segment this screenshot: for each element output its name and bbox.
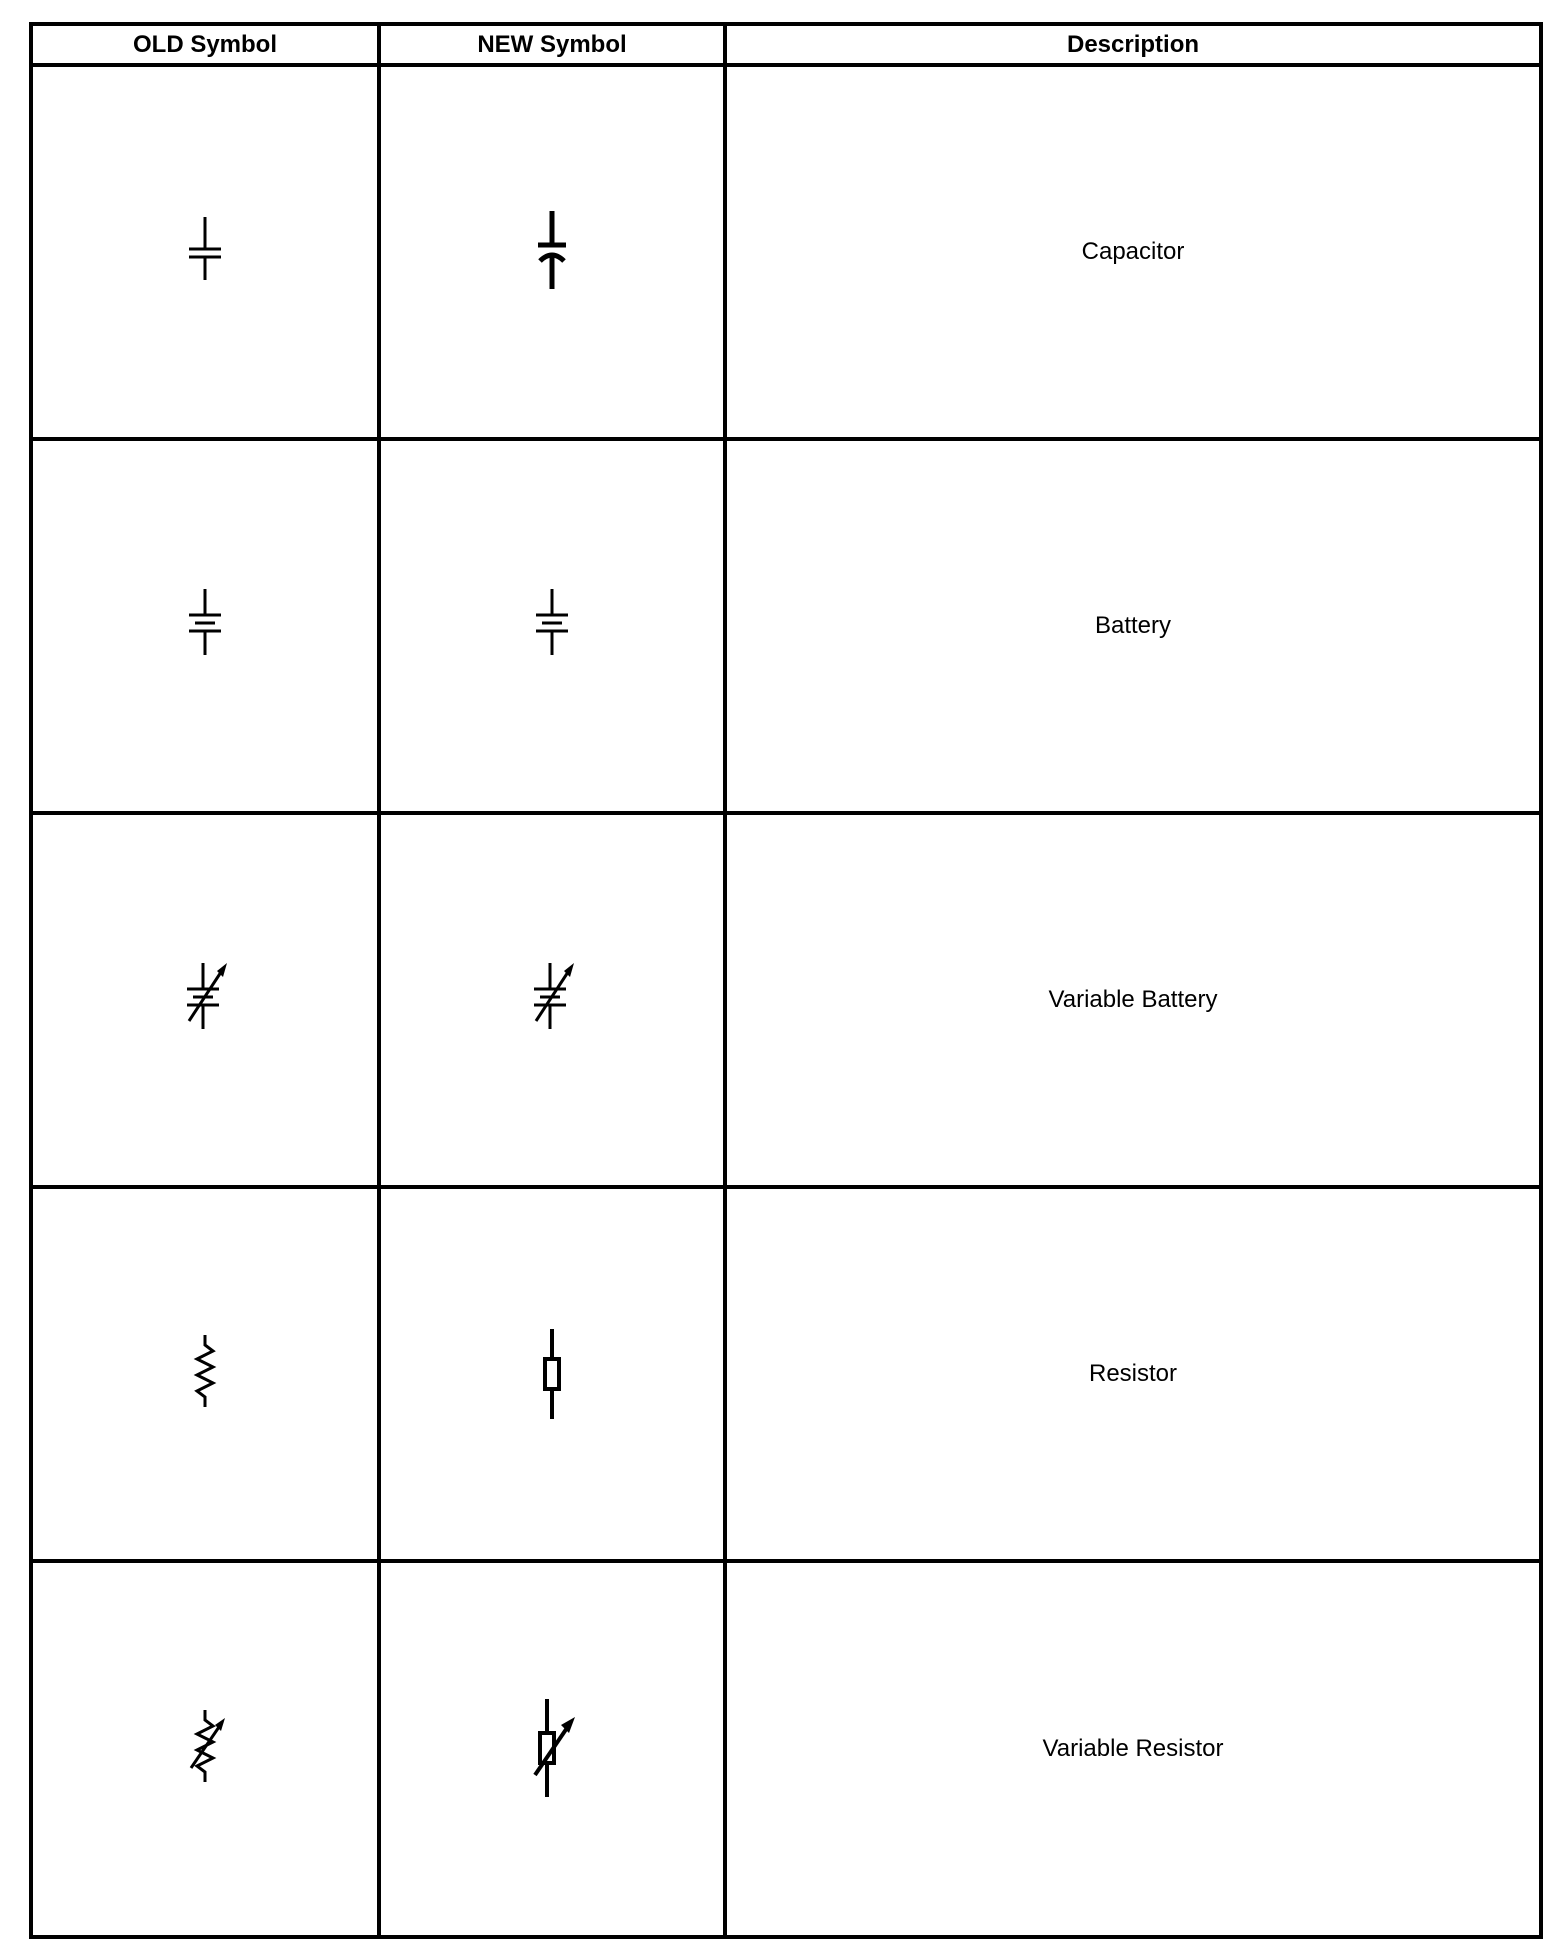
table-row-old-cell — [33, 441, 377, 811]
table-row-new-cell — [381, 67, 723, 437]
symbol-table — [29, 22, 1543, 1939]
table-row-new-cell — [381, 1563, 723, 1935]
table-row-description: Battery — [1094, 612, 1172, 639]
variable-resistor-old-icon — [175, 1704, 235, 1794]
resistor-new-icon — [522, 1329, 582, 1419]
table-row-new-cell — [381, 815, 723, 1185]
header-description: Description — [1066, 31, 1200, 58]
table-row-new-cell — [381, 441, 723, 811]
capacitor-new-icon — [522, 207, 582, 297]
battery-new-icon — [522, 581, 582, 671]
table-row-old-cell — [33, 815, 377, 1185]
header-new-symbol: NEW Symbol — [477, 31, 627, 58]
table-row-description: Capacitor — [1081, 238, 1185, 265]
table-row-description: Variable Battery — [1048, 986, 1218, 1013]
variable-resistor-new-icon — [517, 1699, 587, 1799]
table-row-description: Resistor — [1088, 1360, 1178, 1387]
capacitor-old-icon — [175, 207, 235, 297]
header-old-symbol: OLD Symbol — [132, 31, 277, 58]
table-row-new-cell — [381, 1189, 723, 1559]
table-row-old-cell — [33, 67, 377, 437]
table-row-old-cell — [33, 1189, 377, 1559]
table-row-description: Variable Resistor — [1042, 1735, 1224, 1762]
resistor-old-icon — [175, 1329, 235, 1419]
variable-battery-old-icon — [175, 955, 235, 1045]
battery-old-icon — [175, 581, 235, 671]
table-row-old-cell — [33, 1563, 377, 1935]
variable-battery-new-icon — [522, 955, 582, 1045]
